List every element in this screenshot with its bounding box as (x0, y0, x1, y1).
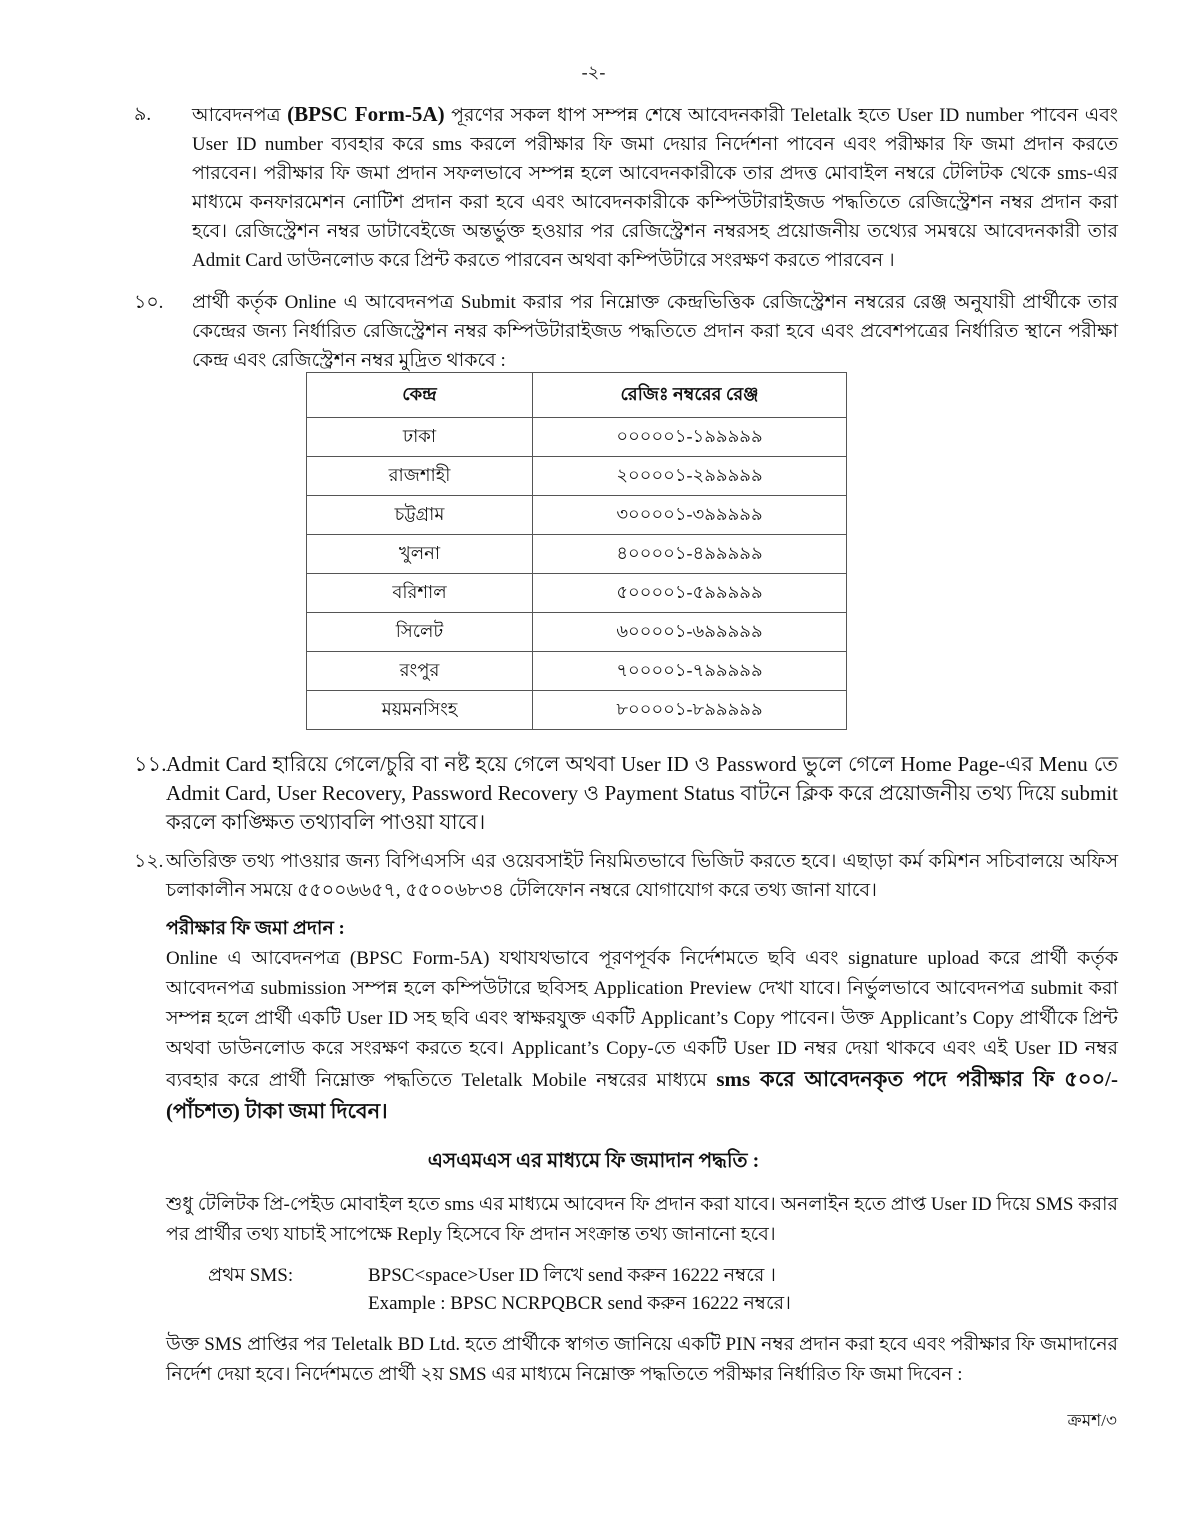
example-row (208, 1290, 791, 1318)
item-number: ১২. (134, 851, 164, 872)
fee-paragraph (166, 944, 1118, 1128)
item-text: Admit Card হারিয়ে গেলে/চুরি বা নষ্ট হয়ে গেলে অথবা User ID ও Password ভুলে গেলে Home Page-এর Menu তে Admit Card, User Recovery, Password Recovery ও Payment Status বাটনে ক্লিক করে প্রয়োজনীয় তথ্য দিয়ে submit করলে কাঙ্ক্ষিত তথ্যাবলি পাওয়া যাবে। (166, 752, 1118, 834)
item-12 (134, 847, 1118, 905)
center-cell: খুলনা (307, 535, 533, 574)
center-cell: রংপুর (307, 652, 533, 691)
table-row (307, 535, 847, 574)
example-text: Example : BPSC NCRPQBCR send করুন 16222 নম্বরে। (368, 1293, 791, 1314)
range-cell: ৮০০০০১-৮৯৯৯৯৯ (533, 691, 847, 730)
center-cell: রাজশাহী (307, 457, 533, 496)
fee-heading: পরীক্ষার ফি জমা প্রদান : (166, 918, 345, 939)
sms-heading: এসএমএস এর মাধ্যমে ফি জমাদান পদ্ধতি : (427, 1150, 760, 1172)
center-cell: সিলেট (307, 613, 533, 652)
center-cell: ময়মনসিংহ (307, 691, 533, 730)
item-number: ৯. (134, 104, 152, 125)
table-row (307, 457, 847, 496)
center-cell: ঢাকা (307, 418, 533, 457)
table-row (307, 574, 847, 613)
continued-footer: ক্রমশ/৩ (1067, 1411, 1117, 1430)
sms-paragraph-2: উক্ত SMS প্রাপ্তির পর Teletalk BD Ltd. হতে প্রার্থীকে স্বাগত জানিয়ে একটি PIN নম্বর প্রদান করা হবে এবং পরীক্ষার ফি জমাদানের নির্দেশ দেয়া হবে। নির্দেশমতে প্রার্থী ২য় SMS এর মাধ্যমে নিম্নোক্ত পদ্ধতিতে পরীক্ষার নির্ধারিত ফি জমা দিবেন : (166, 1334, 1118, 1385)
range-cell: ০০০০০১-১৯৯৯৯৯ (533, 418, 847, 457)
table-row (307, 496, 847, 535)
fee-text-bold: sms করে আবেদনকৃত পদে পরীক্ষার ফি ৫০০/-(পাঁচশত) টাকা জমা দিবেন। (166, 1067, 1118, 1123)
table-row (307, 691, 847, 730)
first-sms-label: প্রথম SMS: (208, 1265, 294, 1286)
item-10 (134, 288, 1118, 375)
range-cell: ৪০০০০১-৪৯৯৯৯৯ (533, 535, 847, 574)
table-header-row (307, 373, 847, 418)
range-cell: ৩০০০০১-৩৯৯৯৯৯ (533, 496, 847, 535)
center-cell: চট্টগ্রাম (307, 496, 533, 535)
range-cell: ২০০০০১-২৯৯৯৯৯ (533, 457, 847, 496)
table-row (307, 613, 847, 652)
range-cell: ৭০০০০১-৭৯৯৯৯৯ (533, 652, 847, 691)
item-11 (134, 750, 1118, 837)
registration-range-table (306, 372, 847, 730)
fee-text: Online এ আবেদনপত্র (BPSC Form-5A) যথাযথভাবে পূরণপূর্বক নির্দেশমতে ছবি এবং signature upload করে প্রার্থী কর্তৃক আবেদনপত্র submission সম্পন্ন হলে কম্পিউটারে ছবিসহ Application Preview দেখা যাবে। নির্ভুলভাবে আবেদনপত্র submit করা সম্পন্ন হলে প্রার্থী একটি User ID সহ ছবি এবং স্বাক্ষরযুক্ত একটি Applicant’s Copy পাবেন। উক্ত Applicant’s Copy প্রার্থীকে প্রিন্ট অথবা ডাউনলোড করে সংরক্ষণ করতে হবে। Applicant’s Copy-তে একটি User ID নম্বর দেয়া থাকবে এবং এই User ID নম্বর ব্যবহার করে প্রার্থী নিম্নোক্ত পদ্ধতিতে Teletalk Mobile নম্বরের মাধ্যমে (166, 948, 1118, 1091)
sms-paragraph-1: শুধু টেলিটক প্রি-পেইড মোবাইল হতে sms এর মাধ্যমে আবেদন ফি প্রদান করা যাবে। অনলাইন হতে প্রাপ্ত User ID দিয়ে SMS করার পর প্রার্থীর তথ্য যাচাই সাপেক্ষে Reply হিসেবে ফি প্রদান সংক্রান্ত তথ্য জানানো হবে। (166, 1194, 1118, 1245)
first-sms-text: BPSC<space>User ID লিখে send করুন 16222 নম্বরে । (368, 1265, 776, 1286)
first-sms-row (208, 1262, 776, 1290)
table-row (307, 652, 847, 691)
header-range: রেজিঃ নম্বরের রেঞ্জ (533, 373, 847, 418)
item-9 (134, 100, 1118, 275)
form-name: (BPSC Form-5A) (287, 102, 445, 126)
item-text-post: পূরণের সকল ধাপ সম্পন্ন শেষে আবেদনকারী Teletalk হতে User ID number পাবেন এবং User ID number ব্যবহার করে sms করলে পরীক্ষার ফি জমা দেয়ার নির্দেশনা পাবেন এবং পরীক্ষার ফি জমা প্রদান করতে পারবেন। পরীক্ষার ফি জমা প্রদান সফলভাবে সম্পন্ন হলে আবেদনকারীকে তার প্রদত্ত মোবাইল নম্বরে টেলিটক থেকে sms-এর মাধ্যমে কনফারমেশন নোটিশ প্রদান করা হবে এবং আবেদনকারীকে কম্পিউটারাইজড পদ্ধতিতে রেজিস্ট্রেশন নম্বর প্রদান করা হবে। রেজিস্ট্রেশন নম্বর ডাটাবেইজে অন্তর্ভুক্ত হওয়ার পর রেজিস্ট্রেশন নম্বরসহ প্রয়োজনীয় তথ্যের সমন্বয়ে আবেদনকারী তার Admit Card ডাউনলোড করে প্রিন্ট করতে পারবেন অথবা কম্পিউটারে সংরক্ষণ করতে পারবেন । (192, 105, 1118, 271)
range-cell: ৬০০০০১-৬৯৯৯৯৯ (533, 613, 847, 652)
header-center: কেন্দ্র (307, 373, 533, 418)
range-cell: ৫০০০০১-৫৯৯৯৯৯ (533, 574, 847, 613)
item-text: প্রার্থী কর্তৃক Online এ আবেদনপত্র Submit করার পর নিম্নোক্ত কেন্দ্রভিত্তিক রেজিস্ট্রেশন নম্বরের রেঞ্জ অনুযায়ী প্রার্থীকে তার কেন্দ্রের জন্য নির্ধারিত রেজিস্ট্রেশন নম্বর কম্পিউটারাইজড পদ্ধতিতে প্রদান করা হবে এবং প্রবেশপত্রের নির্ধারিত স্থানে পরীক্ষা কেন্দ্র এবং রেজিস্ট্রেশন নম্বর মুদ্রিত থাকবে : (192, 292, 1118, 371)
item-number: ১১. (134, 752, 167, 776)
item-text: অতিরিক্ত তথ্য পাওয়ার জন্য বিপিএসসি এর ওয়েবসাইট নিয়মিতভাবে ভিজিট করতে হবে। এছাড়া কর্ম কমিশন সচিবালয়ে অফিস চলাকালীন সময়ে ৫৫০০৬৬৫৭, ৫৫০০৬৮৩৪ টেলিফোন নম্বরে যোগাযোগ করে তথ্য জানা যাবে। (166, 851, 1118, 901)
table-row (307, 418, 847, 457)
item-text-pre: আবেদনপত্র (192, 105, 288, 126)
page-number: -২- (581, 62, 606, 82)
center-cell: বরিশাল (307, 574, 533, 613)
item-number: ১০. (134, 292, 164, 313)
